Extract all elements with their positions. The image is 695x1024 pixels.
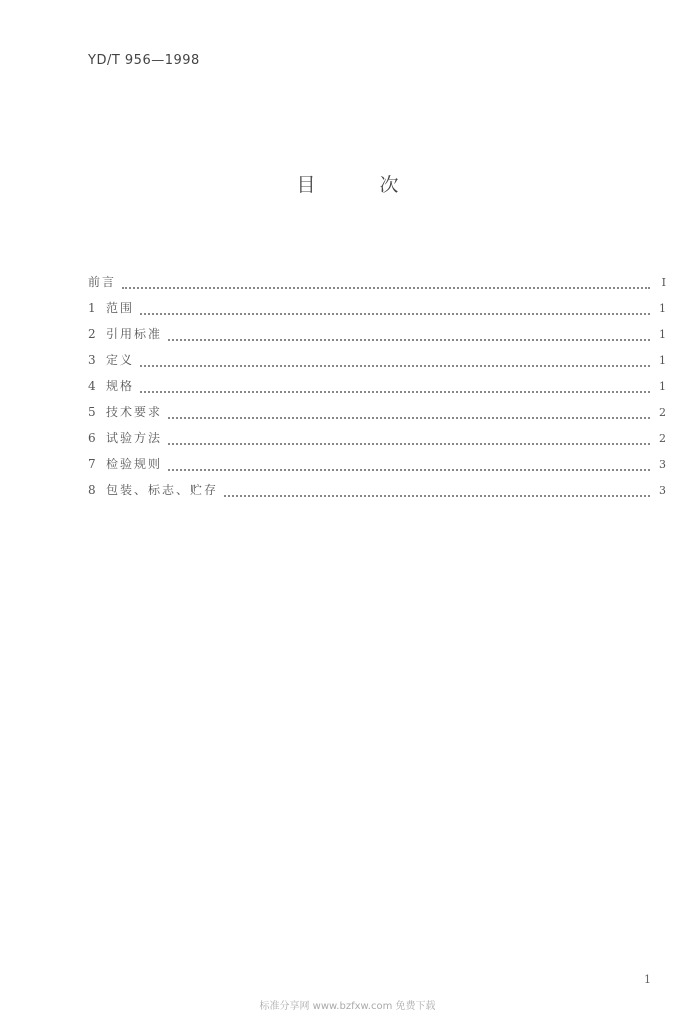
toc-entry-label: 检验规则 (106, 457, 163, 471)
toc-entry-page: 1 (659, 328, 666, 341)
toc-leader-dots (168, 443, 650, 445)
document-id: YD/T 956—1998 (88, 53, 200, 68)
page-number: 1 (644, 973, 651, 986)
toc-entry-label: 技术要求 (106, 405, 163, 419)
toc-title (0, 170, 695, 197)
toc-entry-label: 范围 (106, 301, 135, 315)
toc-title-part2: 次 (379, 174, 399, 196)
toc-entry-page: Ⅰ (661, 276, 666, 289)
toc-entry-page: 3 (659, 484, 666, 497)
toc-entry-inspection-rules[interactable] (88, 455, 666, 481)
toc-leader-dots (224, 495, 650, 497)
toc-leader-dots (122, 287, 650, 289)
toc-entry-scope[interactable] (88, 299, 666, 325)
toc-entry-number: 5 (88, 405, 96, 419)
toc-entry-page: 1 (659, 380, 666, 393)
toc-entry-page: 1 (659, 354, 666, 367)
toc-entry-number: 4 (88, 379, 96, 393)
toc-leader-dots (168, 339, 650, 341)
toc-leader-dots (140, 313, 650, 315)
toc-entry-page: 3 (659, 458, 666, 471)
toc-leader-dots (140, 365, 650, 367)
toc-entry-number: 6 (88, 431, 96, 445)
toc-entry-requirements[interactable] (88, 403, 666, 429)
toc-entry-definitions[interactable] (88, 351, 666, 377)
watermark-text: 标准分享网 www.bzfxw.com 免费下载 (259, 1001, 436, 1012)
toc-entry-label: 定义 (106, 353, 135, 367)
toc-entry-label: 规格 (106, 379, 135, 393)
toc-leader-dots (168, 417, 650, 419)
toc-entry-page: 1 (659, 302, 666, 315)
toc-leader-dots (168, 469, 650, 471)
toc-leader-dots (140, 391, 650, 393)
toc-entry-number: 8 (88, 483, 96, 497)
toc-entry-label: 前言 (88, 275, 117, 289)
toc-entry-number: 3 (88, 353, 96, 367)
toc-title-part1: 目 (296, 174, 316, 196)
toc-list (88, 273, 666, 507)
toc-entry-label: 试验方法 (106, 431, 163, 445)
toc-entry-packaging[interactable] (88, 481, 666, 507)
toc-entry-number: 2 (88, 327, 96, 341)
toc-entry-number: 1 (88, 301, 96, 315)
toc-entry-label: 引用标准 (106, 327, 163, 341)
toc-entry-preface[interactable] (88, 273, 666, 299)
toc-entry-references[interactable] (88, 325, 666, 351)
toc-entry-page: 2 (659, 406, 666, 419)
toc-entry-page: 2 (659, 432, 666, 445)
toc-entry-label: 包装、标志、贮存 (106, 483, 219, 497)
toc-entry-number: 7 (88, 457, 96, 471)
toc-entry-specifications[interactable] (88, 377, 666, 403)
toc-entry-test-methods[interactable] (88, 429, 666, 455)
